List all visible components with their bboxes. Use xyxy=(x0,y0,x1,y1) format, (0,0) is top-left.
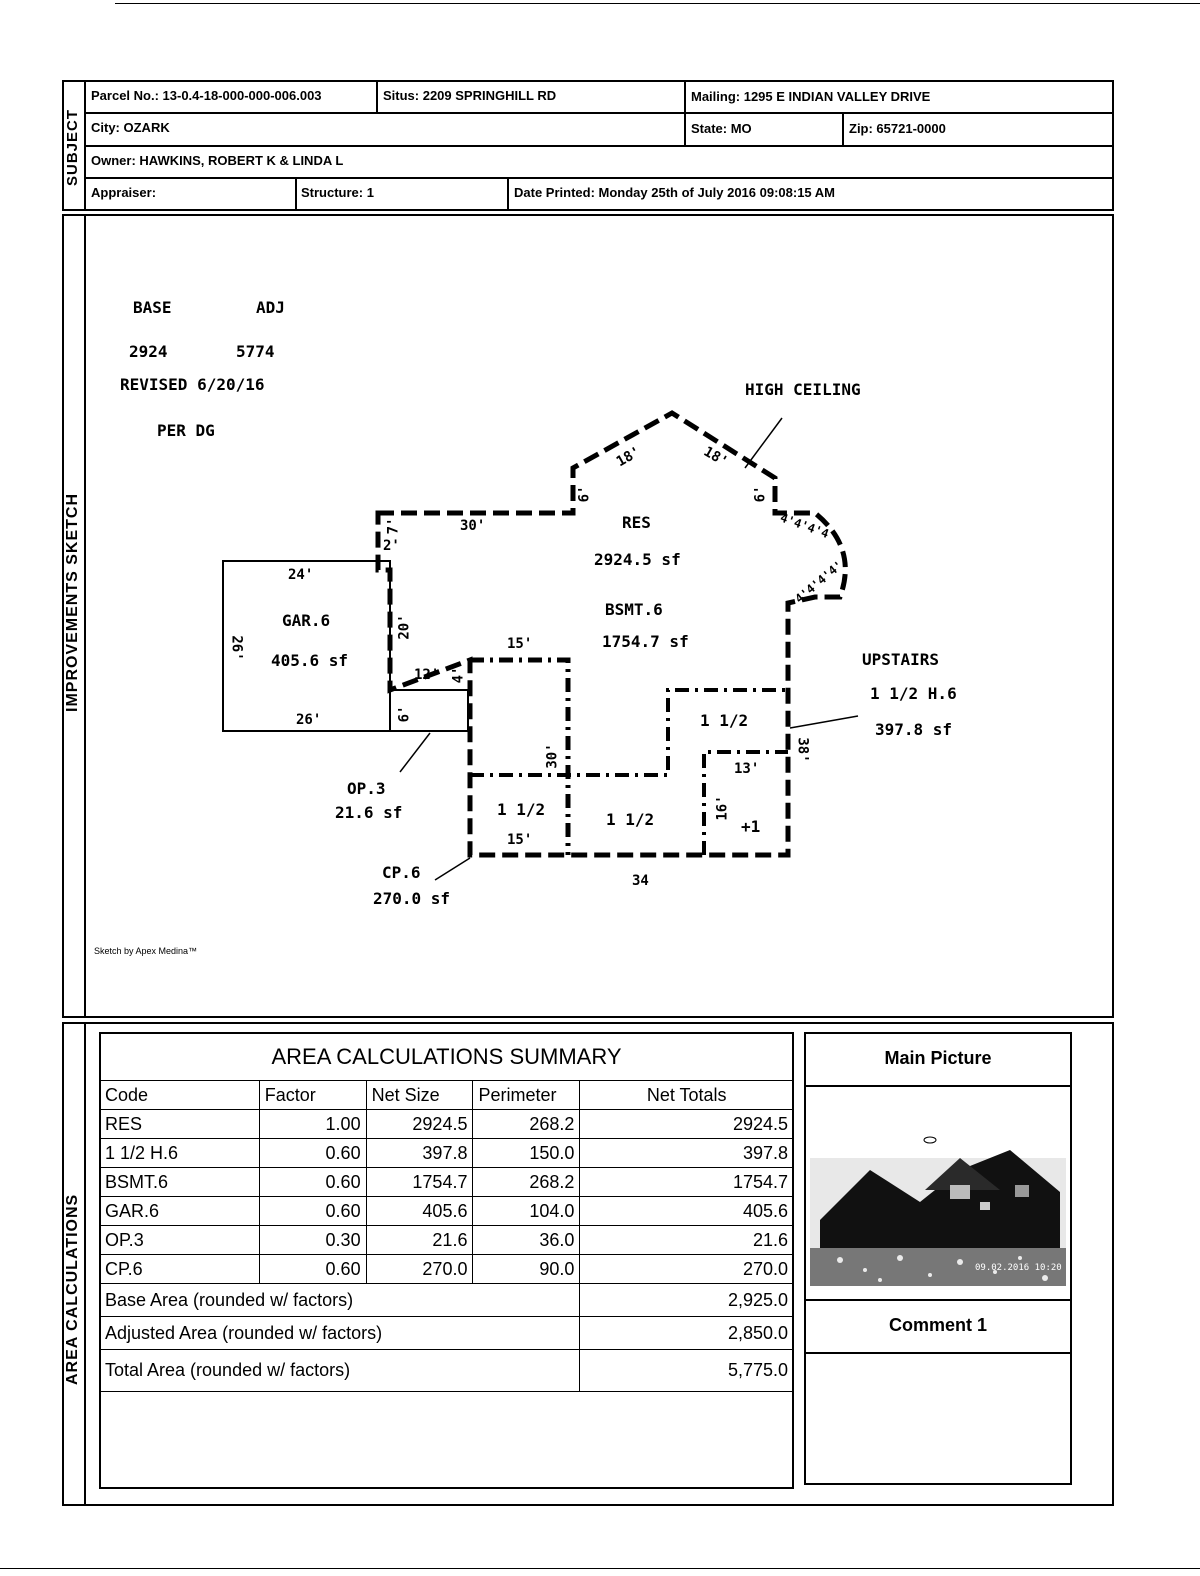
table-row xyxy=(100,1110,794,1139)
upstairs-area: 397.8 sf xyxy=(875,720,953,739)
leader-cp xyxy=(435,858,470,880)
situs-address: Situs: 2209 SPRINGHILL RD xyxy=(383,88,557,103)
op-label: OP.3 xyxy=(347,779,386,798)
bottom-scan-line xyxy=(0,1568,1200,1569)
dim-7: 7' xyxy=(385,517,402,535)
cp-area: 270.0 sf xyxy=(373,889,451,908)
row-code: RES xyxy=(100,1110,260,1139)
row-net-size: 2924.5 xyxy=(366,1110,473,1139)
leader-high-ceiling xyxy=(745,418,782,468)
photo-timestamp: 09.02.2016 10:20 xyxy=(975,1263,1062,1273)
col-header-net-size: Net Size xyxy=(366,1081,473,1110)
col-header-code: Code xyxy=(100,1081,260,1110)
dim-6c: 6' xyxy=(396,705,413,723)
leader-op xyxy=(400,733,430,772)
picture-title-divider xyxy=(804,1085,1072,1087)
base-area-label: Base Area (rounded w/ factors) xyxy=(100,1284,580,1317)
dim-4: 4' xyxy=(450,666,467,684)
note-base-value: 2924 xyxy=(129,342,168,361)
table-row xyxy=(100,1139,794,1168)
res-area: 2924.5 sf xyxy=(594,550,681,569)
note-adj-value: 5774 xyxy=(236,342,275,361)
area-summary-title: AREA CALCULATIONS SUMMARY xyxy=(100,1033,794,1081)
table-row xyxy=(100,1255,794,1284)
half-story-label-1: 1 1/2 xyxy=(700,711,749,730)
row-perimeter: 150.0 xyxy=(473,1139,580,1168)
row-factor: 1.00 xyxy=(259,1110,366,1139)
upstairs-label: UPSTAIRS xyxy=(862,650,940,669)
dim-arc-lower: 4'4'4'4' xyxy=(792,558,846,606)
table-row xyxy=(100,1226,794,1255)
owner: Owner: HAWKINS, ROBERT K & LINDA L xyxy=(91,153,344,168)
row-net-total: 21.6 xyxy=(580,1226,794,1255)
note-revised: REVISED 6/20/16 xyxy=(120,375,265,394)
adjusted-area-label: Adjusted Area (rounded w/ factors) xyxy=(100,1317,580,1350)
col-header-perimeter: Perimeter xyxy=(473,1081,580,1110)
half-story-label-2: 1 1/2 xyxy=(497,800,546,819)
garage-area: 405.6 sf xyxy=(271,651,349,670)
row-net-size: 1754.7 xyxy=(366,1168,473,1197)
row-factor: 0.60 xyxy=(259,1255,366,1284)
row-net-total: 270.0 xyxy=(580,1255,794,1284)
table-row xyxy=(100,1197,794,1226)
row-net-total: 397.8 xyxy=(580,1139,794,1168)
dim-20: 20' xyxy=(396,614,413,640)
area-section-label: AREA CALCULATIONS xyxy=(64,1193,81,1385)
row-factor: 0.60 xyxy=(259,1168,366,1197)
dim-2: 2' xyxy=(383,538,400,554)
adjusted-area-row xyxy=(100,1317,794,1350)
row-factor: 0.60 xyxy=(259,1139,366,1168)
zip: Zip: 65721-0000 xyxy=(849,121,946,136)
leader-upstairs xyxy=(790,716,858,728)
row-net-size: 21.6 xyxy=(366,1226,473,1255)
parcel-number: Parcel No.: 13-0.4-18-000-000-006.003 xyxy=(91,88,322,103)
dim-6a: 6' xyxy=(576,485,593,503)
table-row xyxy=(100,1168,794,1197)
row-net-total: 1754.7 xyxy=(580,1168,794,1197)
sketch-section-label: IMPROVEMENTS SKETCH xyxy=(64,492,81,712)
total-area-value: 5,775.0 xyxy=(580,1350,794,1392)
base-area-row xyxy=(100,1284,794,1317)
mailing-address: Mailing: 1295 E INDIAN VALLEY DRIVE xyxy=(691,89,931,104)
dim-15-top: 15' xyxy=(507,636,533,652)
subject-section-label: SUBJECT xyxy=(64,108,81,186)
dim-34: 34 xyxy=(632,873,649,889)
area-calculations-table xyxy=(99,1032,794,1392)
dim-arc-upper: 4'4'4'4' xyxy=(778,510,838,544)
cp-label: CP.6 xyxy=(382,863,421,882)
dim-30-mid: 30' xyxy=(544,743,561,769)
sketch-credit: Sketch by Apex Medina™ xyxy=(94,946,198,956)
note-per: PER DG xyxy=(157,421,215,440)
row-code: OP.3 xyxy=(100,1226,260,1255)
high-ceiling-label: HIGH CEILING xyxy=(745,380,861,399)
state: State: MO xyxy=(691,121,752,136)
comment-title: Comment 1 xyxy=(888,1315,987,1335)
row-perimeter: 268.2 xyxy=(473,1110,580,1139)
city: City: OZARK xyxy=(91,120,170,135)
dim-30-top: 30' xyxy=(460,518,486,534)
base-area-value: 2,925.0 xyxy=(580,1284,794,1317)
area-label-divider xyxy=(84,1022,86,1506)
row-perimeter: 36.0 xyxy=(473,1226,580,1255)
row-code: 1 1/2 H.6 xyxy=(100,1139,260,1168)
total-area-row xyxy=(100,1350,794,1392)
note-adj-label: ADJ xyxy=(256,298,285,317)
row-net-size: 397.8 xyxy=(366,1139,473,1168)
op-area: 21.6 sf xyxy=(335,803,403,822)
date-printed: Date Printed: Monday 25th of July 2016 09:08:15 AM xyxy=(514,185,836,200)
row-net-total: 405.6 xyxy=(580,1197,794,1226)
dim-12: 12' xyxy=(414,667,440,683)
plus-one-label: +1 xyxy=(741,817,761,836)
row-code: BSMT.6 xyxy=(100,1168,260,1197)
dim-13: 13' xyxy=(734,761,760,777)
row-code: GAR.6 xyxy=(100,1197,260,1226)
bsmt-area: 1754.7 sf xyxy=(602,632,689,651)
appraiser: Appraiser: xyxy=(91,185,157,200)
dim-26-side: 26' xyxy=(228,635,245,661)
adjusted-area-value: 2,850.0 xyxy=(580,1317,794,1350)
structure: Structure: 1 xyxy=(301,185,374,200)
dim-18a: 18' xyxy=(613,443,644,471)
row-net-total: 2924.5 xyxy=(580,1110,794,1139)
total-area-label: Total Area (rounded w/ factors) xyxy=(100,1350,580,1392)
dim-6b: 6' xyxy=(752,485,769,503)
row-perimeter: 268.2 xyxy=(473,1168,580,1197)
note-base-label: BASE xyxy=(133,298,172,317)
dim-38: 38' xyxy=(794,737,811,763)
col-header-net-totals: Net Totals xyxy=(580,1081,794,1110)
dim-15-bottom: 15' xyxy=(507,832,533,848)
row-code: CP.6 xyxy=(100,1255,260,1284)
row-perimeter: 104.0 xyxy=(473,1197,580,1226)
row-net-size: 270.0 xyxy=(366,1255,473,1284)
picture-bottom-divider xyxy=(804,1299,1072,1301)
garage-label: GAR.6 xyxy=(282,611,331,630)
upstairs-code: 1 1/2 H.6 xyxy=(870,684,957,703)
half-story-label-3: 1 1/2 xyxy=(606,810,655,829)
dim-18b: 18' xyxy=(700,443,731,471)
garage-outline xyxy=(223,561,390,731)
dim-16: 16' xyxy=(714,795,731,821)
main-picture-title: Main Picture xyxy=(884,1048,992,1068)
table-header-row xyxy=(100,1081,794,1110)
dim-24: 24' xyxy=(288,567,314,583)
col-header-factor: Factor xyxy=(259,1081,366,1110)
house-photo xyxy=(810,1130,1066,1286)
row-factor: 0.60 xyxy=(259,1197,366,1226)
res-label: RES xyxy=(622,513,651,532)
row-perimeter: 90.0 xyxy=(473,1255,580,1284)
bsmt-label: BSMT.6 xyxy=(605,600,663,619)
dim-26-bottom: 26' xyxy=(296,712,322,728)
row-factor: 0.30 xyxy=(259,1226,366,1255)
comment-divider xyxy=(804,1352,1072,1354)
row-net-size: 405.6 xyxy=(366,1197,473,1226)
